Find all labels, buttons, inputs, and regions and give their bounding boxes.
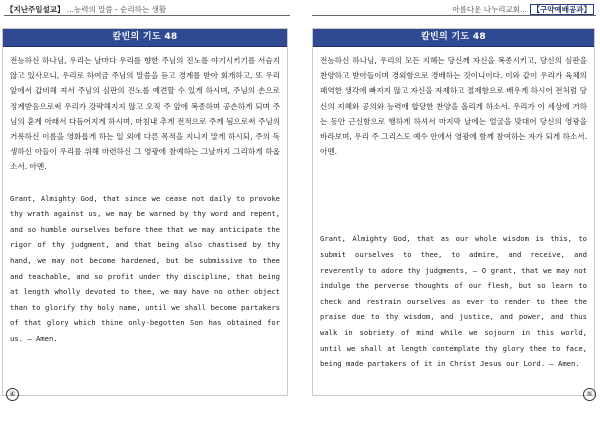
right-page — [312, 28, 595, 396]
right-page-title: 칼빈의 기도 48 — [313, 29, 594, 47]
right-page-number: ⑤ — [583, 388, 596, 401]
left-page-title: 칼빈의 기도 48 — [3, 29, 287, 47]
left-header-rule — [4, 15, 290, 16]
left-header-tag: 【지난주일설교】 — [6, 5, 65, 14]
left-page — [2, 28, 288, 396]
right-header-tag: 【구약예배공과】 — [530, 4, 594, 15]
right-running-header — [452, 4, 594, 15]
left-running-header — [6, 4, 166, 15]
left-korean-prayer: 전능하신 하나님, 우리는 날마다 우리를 향한 주님의 진노를 야기시키기를 서슴지 않고 있사오니, 우리로 하여금 주님의 말씀을 듣고 경계를 받아 회개하고, 또 우리 앞에서 갑비해 져서 주님의 심판의 진노를 예견할 수 있게 하시며, 주님의 손으로 징계받음으로써 우리가 강퍅해지지 않고 오직 주 앞에 복종하며 공손하게 되며 주님의 훈계 아래서 다듬어지게 하시며, 마침내 추게 전적으로 주께 됨으로써 주님의 거룩하신 이름을 영화롭게 하는 일 외에 다른 목적을 지니지 말게 하시되, 주의 독생하신 아들이 우리를 위해 마련하신 그 영광에 참예하는 그날까지 그리하게 하옵소서. 아멘. — [10, 56, 280, 172]
left-page-number: ④ — [6, 388, 19, 401]
right-header-subtitle: 아름다운 나누리교회... — [452, 5, 528, 14]
left-english-prayer: Grant, Almighty God, that since we cease not daily to provoke thy wrath against us, we may be warned by thy word and repent, and so humble ourselves before thee that we may anticipate the rigor of thy judgment, and that being also chastised by thy hand, we may not become hardened, but be submissive to thee and teachable, and so profit under thy discipline, that being at length wholly devoted to thee, we may have no other object than to glorify thy holy name, until we shall become partakers of that glory which thine only-begotten Son has obtained for us. — Amen. — [10, 193, 280, 343]
right-korean-prayer: 전능하신 하나님, 우리의 모든 지혜는 당신께 자신을 복종시키고, 당신의 심판을 찬양하고 받아들이며 경외함으로 경배하는 것이니이다. 이와 같이 우리가 육체의 패역한 생각에 빠지지 않고 자신을 자제하고 절제함으로 배우게 하시어 전처럼 당신의 지혜와 공의와 능력에 합당한 찬양을 올리게 하소서. 우리가 이 세상에 거하는 동안 근신함으로 행하게 하셔서 마지막 날에는 얼굴을 맞대어 당신의 영광을 바라보며, 우리 주 그리스도 예수 안에서 영광에 함께 참여하는 자가 되게 하소서. 아멘. — [320, 56, 587, 157]
left-header-subtitle: ...능력의 말씀 - 순리하는 생활 — [66, 5, 166, 14]
right-english-prayer: Grant, Almighty God, that as our whole wisdom is this, to submit ourselves to thee, to admire, and receive, and reverently to adore thy judgments, — O grant, that we may not indulge the perverse thoughts of our flesh, but so learn to check and restrain ourselves as ever to render to thee the praise due to thy wisdom, and justice, and power, and thus walk in sobriety of mind while we sojourn in this world, until we shall at length contemplate thy glory thee to face, being made partakers of it in Christ Jesus our Lord. — Amen. — [320, 234, 587, 369]
right-header-rule — [312, 15, 596, 16]
